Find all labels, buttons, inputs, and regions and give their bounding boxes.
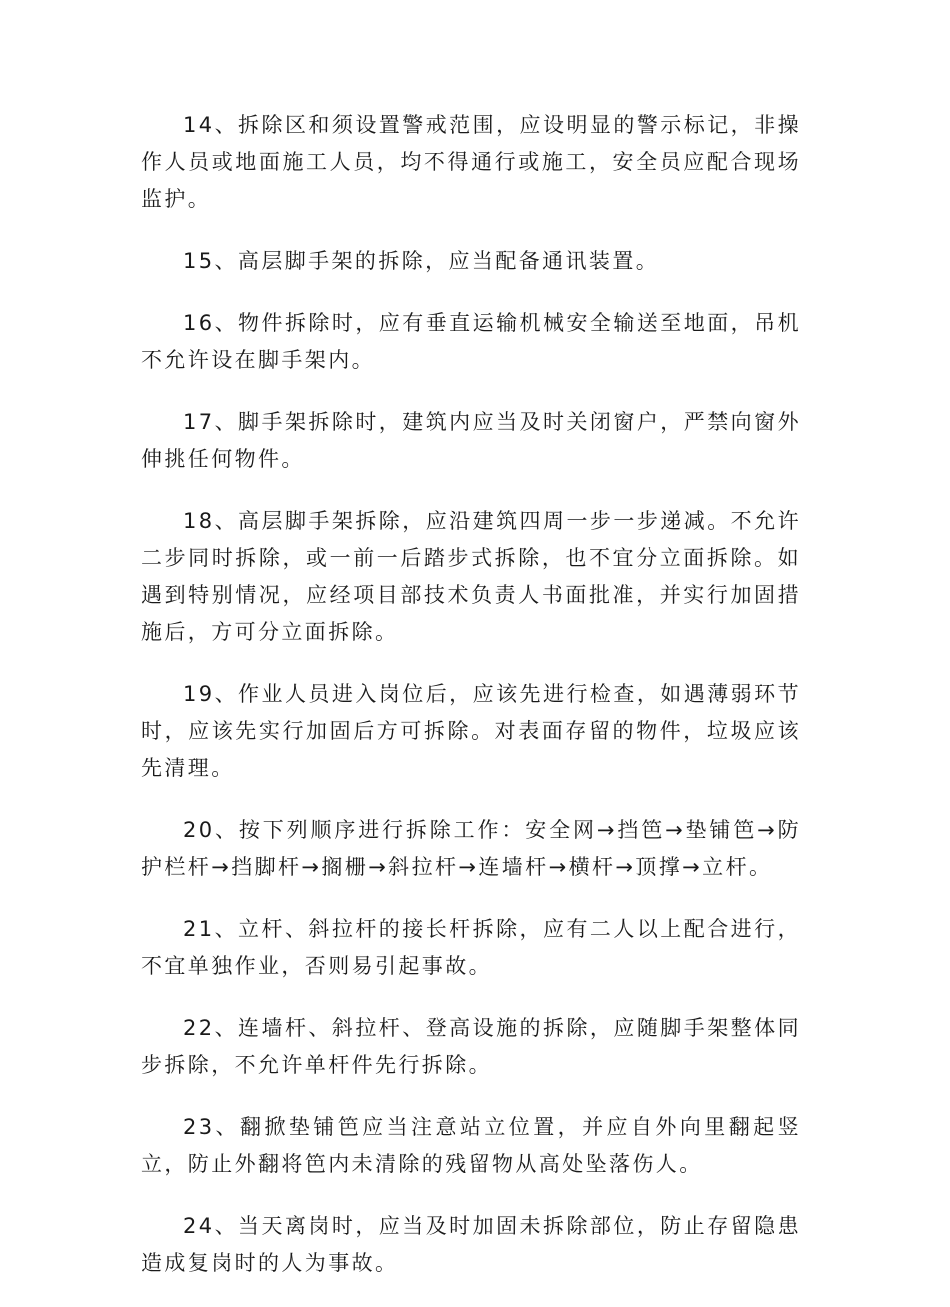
paragraph-22: 22、连墙杆、斜拉杆、登高设施的拆除，应随脚手架整体同步拆除，不允许单杆件先行拆除。 (141, 1016, 801, 1077)
paragraph-21: 21、立杆、斜拉杆的接长杆拆除，应有二人以上配合进行，不宜单独作业，否则易引起事故。 (141, 917, 801, 978)
paragraph-20: 20、按下列顺序进行拆除工作：安全网→挡笆→垫铺笆→防护栏杆→挡脚杆→搁栅→斜拉杆→连墙杆→横杆→顶撑→立杆。 (141, 818, 801, 879)
paragraph-24: 24、当天离岗时，应当及时加固未拆除部位，防止存留隐患造成复岗时的人为事故。 (141, 1214, 801, 1275)
paragraph-14: 14、拆除区和须设置警戒范围，应设明显的警示标记，非操作人员或地面施工人员，均不得通行或施工，安全员应配合现场监护。 (141, 113, 801, 211)
document-body (141, 107, 801, 1307)
paragraph-23: 23、翻掀垫铺笆应当注意站立位置，并应自外向里翻起竖立，防止外翻将笆内未清除的残留物从高处坠落伤人。 (141, 1115, 801, 1176)
paragraph-19: 19、作业人员进入岗位后，应该先进行检查，如遇薄弱环节时，应该先实行加固后方可拆除。对表面存留的物件，垃圾应该先清理。 (141, 682, 801, 780)
paragraph-15: 15、高层脚手架的拆除，应当配备通讯装置。 (183, 249, 660, 273)
paragraph-18: 18、高层脚手架拆除，应沿建筑四周一步一步递减。不允许二步同时拆除，或一前一后踏步式拆除，也不宜分立面拆除。如遇到特别情况，应经项目部技术负责人书面批准，并实行加固措施后，方可分立面拆除。 (141, 509, 801, 644)
paragraph-16: 16、物件拆除时，应有垂直运输机械安全输送至地面，吊机不允许设在脚手架内。 (141, 311, 801, 372)
paragraph-17: 17、脚手架拆除时，建筑内应当及时关闭窗户，严禁向窗外伸挑任何物件。 (141, 410, 801, 471)
